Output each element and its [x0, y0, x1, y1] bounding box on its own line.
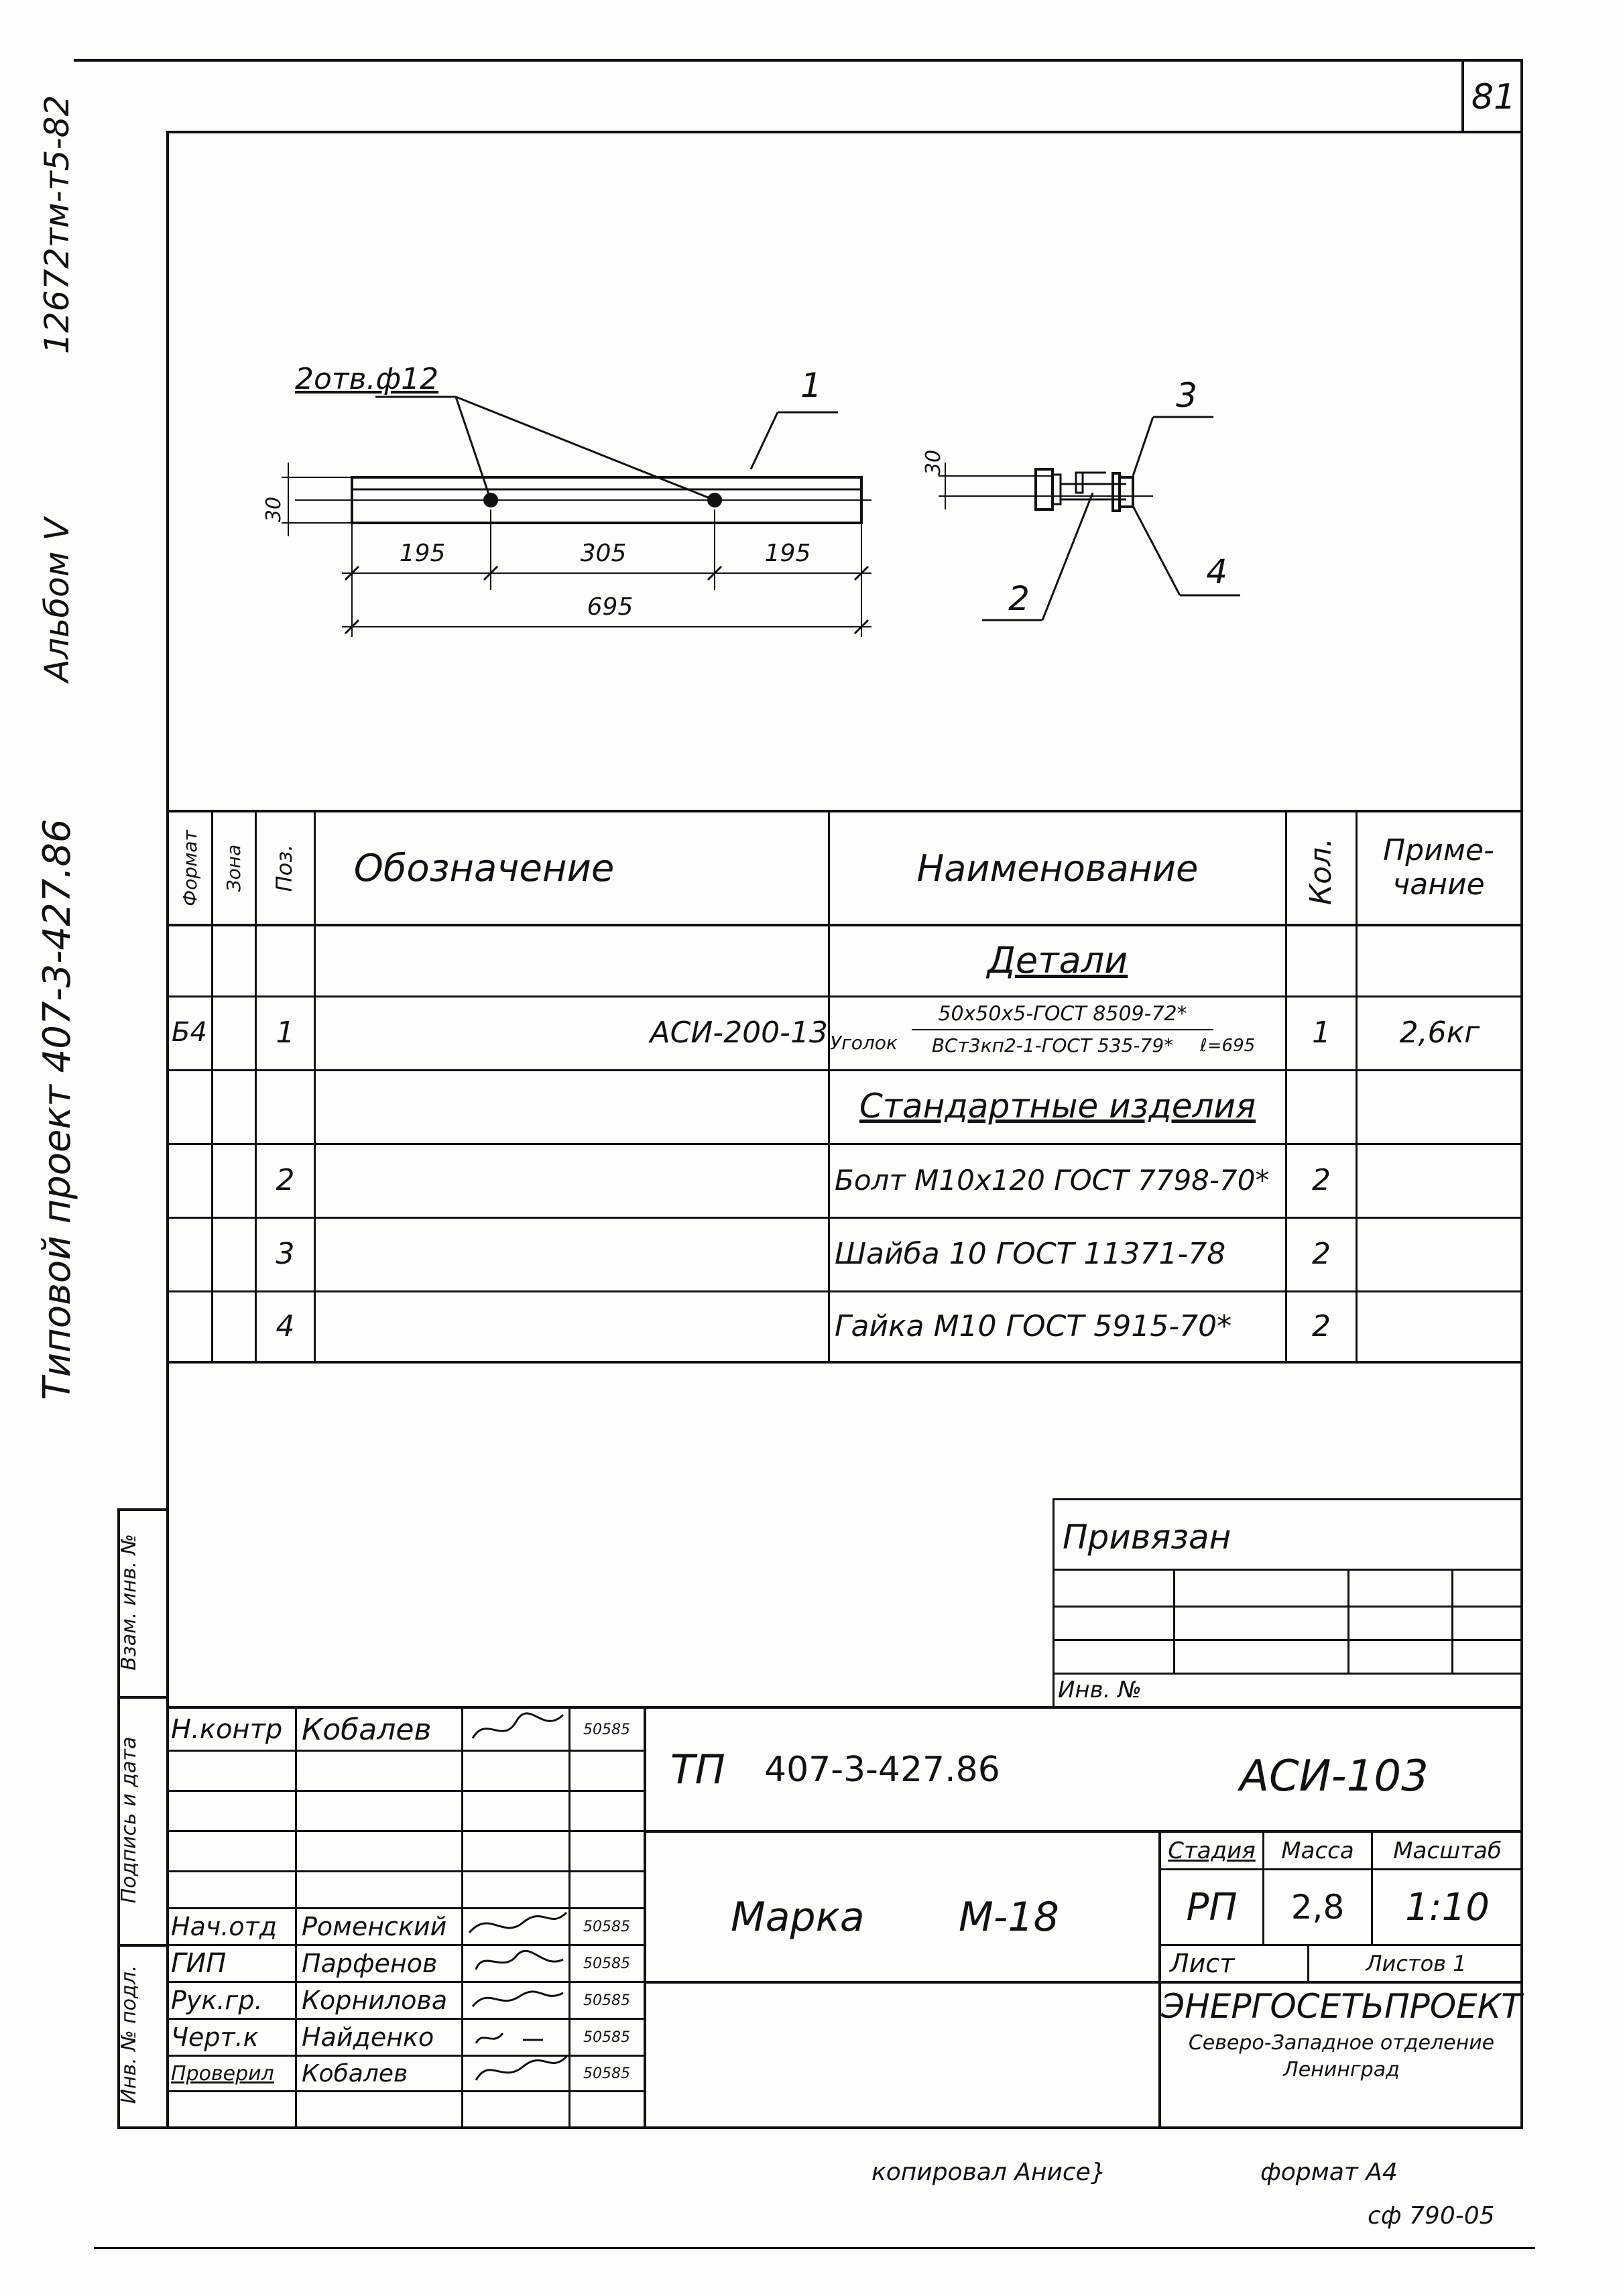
dim-195-right: 195: [764, 539, 811, 567]
date-5: 50585: [583, 1918, 630, 1935]
side-box-inv-orig: Инв. № подл.: [117, 1965, 141, 2104]
org-sub1: Северо-Западное отделение: [1188, 2031, 1495, 2055]
date-1: 50585: [583, 1721, 630, 1738]
row4-name: Гайка М10 ГОСТ 5915-70*: [835, 1309, 1232, 1343]
role-1: Н.контр: [171, 1714, 283, 1745]
role-8: Черт.к: [171, 2022, 259, 2052]
row4-pos: 4: [276, 1309, 295, 1343]
row2-qty: 2: [1312, 1162, 1331, 1197]
tied-title: Привязан: [1063, 1517, 1231, 1557]
stamp-title-word: Марка: [731, 1894, 865, 1941]
nut: [1120, 477, 1133, 507]
mass-value: 2,8: [1290, 1888, 1345, 1927]
tied-inv: Инв. №: [1058, 1676, 1142, 1703]
sheet-label: Лист: [1170, 1949, 1235, 1978]
name-6: Парфенов: [302, 1949, 438, 1978]
pos2-label: 2: [1008, 579, 1030, 618]
dim-695: 695: [587, 593, 634, 621]
row1-pos: 1: [276, 1015, 295, 1050]
name-9: Кобалев: [302, 2059, 408, 2088]
mass-label: Масса: [1281, 1837, 1354, 1864]
dim-305: 305: [580, 539, 627, 567]
header-designation: Обозначение: [353, 846, 615, 890]
stage-label: Стадия: [1168, 1837, 1256, 1864]
role-6: ГИП: [171, 1948, 227, 1979]
dim-195-left: 195: [399, 539, 446, 567]
stage-value: РП: [1186, 1885, 1238, 1929]
name-7: Корнилова: [302, 1986, 448, 2015]
sheets-label: Листов 1: [1366, 1951, 1467, 1976]
signatures: [463, 1708, 570, 2090]
row2-pos: 2: [276, 1162, 295, 1197]
signature-5: [469, 1913, 566, 1933]
signature-7: [473, 1992, 563, 2006]
row1-name-bottom: ВСт3кп2-1-ГОСТ 535-79*: [931, 1034, 1174, 1056]
row1-note: 2,6кг: [1399, 1015, 1480, 1050]
stamp-tp: ТП: [670, 1746, 725, 1793]
holes-label: 2отв.ф12: [295, 361, 439, 396]
dim-30-left: 30: [261, 496, 286, 523]
org-name: ЭНЕРГОСЕТЬПРОЕКТ: [1161, 1987, 1522, 2026]
header-qty: Кол.: [1303, 837, 1338, 906]
row3-name: Шайба 10 ГОСТ 11371-78: [835, 1236, 1226, 1271]
row4-qty: 2: [1312, 1309, 1331, 1343]
date-6: 50585: [583, 1955, 630, 1972]
row1-qty: 1: [1312, 1015, 1331, 1050]
header-name: Наименование: [916, 847, 1199, 890]
stamp-project-code: 407-3-427.86: [764, 1750, 1000, 1790]
name-1: Кобалев: [302, 1712, 432, 1747]
row1-name-prefix: Уголок: [830, 1031, 898, 1054]
row1-length: ℓ=695: [1200, 1035, 1256, 1056]
header-format: Формат: [178, 830, 201, 906]
side-project: Типовой проект 407-3-427.86: [35, 819, 79, 1400]
bottom-rule: [94, 2247, 1535, 2249]
section-details: Детали: [987, 939, 1128, 981]
sheet-number: 81: [1471, 77, 1516, 117]
pos4-label: 4: [1206, 552, 1227, 591]
signature-9: [476, 2057, 566, 2080]
date-7: 50585: [583, 1992, 630, 2009]
stamp-doc-code: АСИ-103: [1240, 1752, 1429, 1801]
org-sub2: Ленинград: [1283, 2058, 1400, 2081]
pos1-label: 1: [800, 366, 822, 405]
row2-name: Болт М10х120 ГОСТ 7798-70*: [835, 1163, 1270, 1197]
row1-designation: АСИ-200-13: [650, 1015, 828, 1050]
side-album: Альбом V: [38, 518, 76, 682]
row3-pos: 3: [276, 1236, 295, 1271]
signature-1: [473, 1713, 563, 1738]
role-5: Нач.отд: [171, 1912, 278, 1941]
header-zone: Зона: [222, 844, 245, 892]
date-9: 50585: [583, 2065, 630, 2082]
row3-qty: 2: [1312, 1236, 1331, 1271]
section-standard: Стандартные изделия: [859, 1087, 1256, 1126]
date-8: 50585: [583, 2029, 630, 2046]
pos3-label: 3: [1176, 376, 1197, 415]
scale-value: 1:10: [1405, 1885, 1490, 1929]
dim-30-right: 30: [921, 449, 945, 476]
side-box-replace-inv: Взам. инв. №: [117, 1534, 141, 1671]
name-5: Роменский: [302, 1912, 447, 1941]
footer-copied: копировал Анисе}: [871, 2158, 1106, 2186]
signature-6: [476, 1951, 563, 1970]
scale-label: Масштаб: [1393, 1837, 1502, 1864]
row1-format: Б4: [172, 1017, 207, 1048]
role-7: Рук.гр.: [171, 1986, 263, 2015]
header-pos: Поз.: [272, 844, 297, 892]
signature-8: [476, 2033, 543, 2043]
stamp-title-mark: М-18: [959, 1894, 1059, 1941]
header-note: Приме-чание: [1383, 833, 1494, 902]
role-9: Проверил: [171, 2061, 274, 2086]
name-8: Найденко: [302, 2022, 434, 2052]
footer-format: формат А4: [1260, 2158, 1398, 2186]
frame-bottom: [117, 2126, 1523, 2129]
footer-code: сф 790-05: [1368, 2201, 1495, 2230]
side-code: 12672тм-т5-82: [38, 95, 76, 355]
side-box-signature: Подпись и дата: [117, 1736, 141, 1904]
row1-name-top: 50x50x5-ГОСТ 8509-72*: [912, 999, 1213, 1030]
